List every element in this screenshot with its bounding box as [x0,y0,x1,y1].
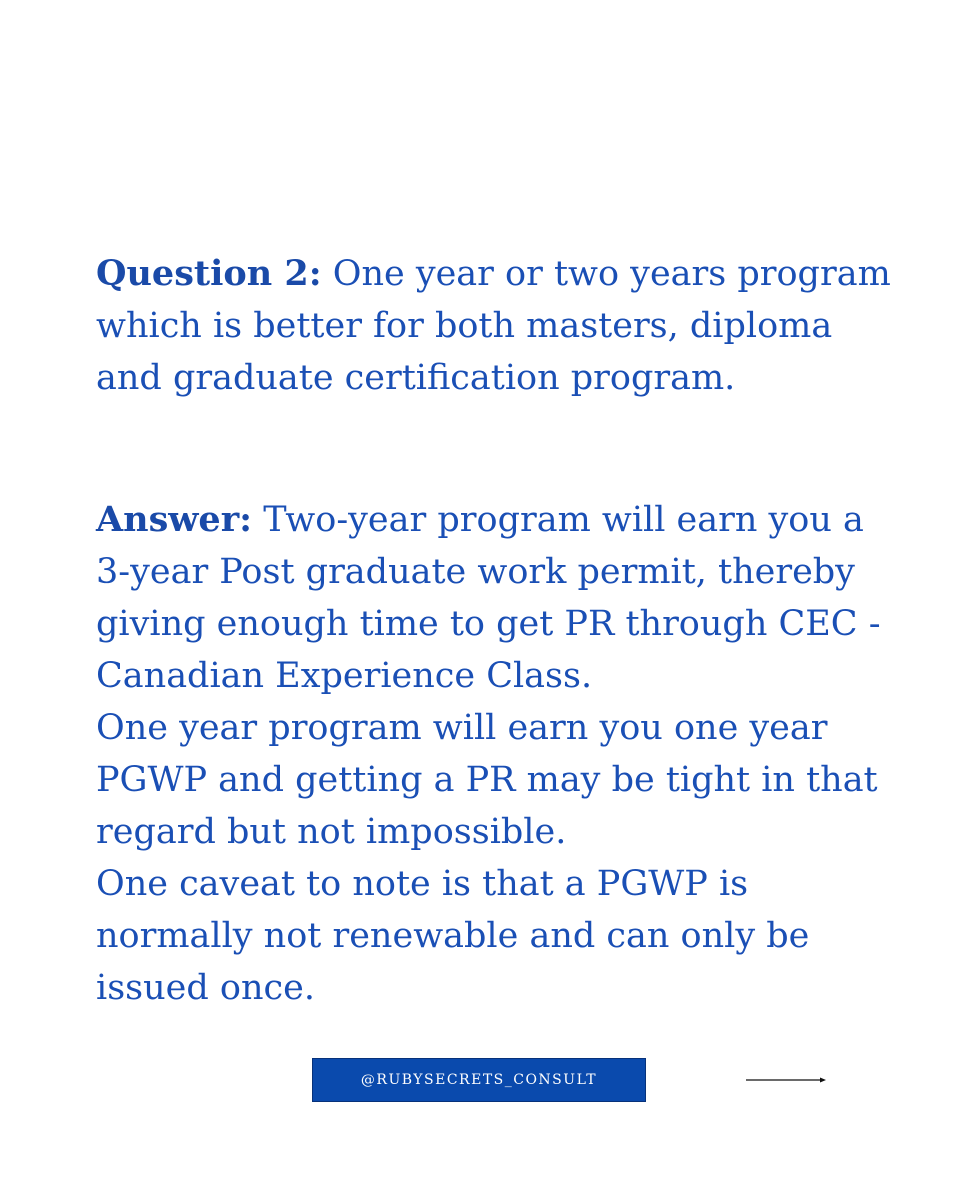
question-block [96,248,896,404]
social-handle-text: @RUBYSECRETS_CONSULT [360,1072,598,1088]
question-paragraph [96,248,896,404]
question-label: Question 2: [96,253,322,294]
answer-paragraph-2: One year program will earn you one year PGWP and getting a PR may be tight in that regard but not impossible. [96,708,878,852]
social-handle-badge[interactable] [312,1058,646,1102]
answer-label: Answer: [96,499,253,540]
answer-text: Two-year program will earn you a 3-year Post graduate work permit, thereby giving enough time to get PR through CEC - Canadian Experience Class. [96,500,881,696]
arrow-right-icon[interactable] [746,1074,826,1086]
answer-block [96,494,896,1014]
answer-paragraph-3: One caveat to note is that a PGWP is normally not renewable and can only be issued once. [96,864,810,1008]
answer-paragraph [96,494,896,702]
question-text: One year or two years program which is better for both masters, diploma and graduate certification program. [96,254,891,398]
